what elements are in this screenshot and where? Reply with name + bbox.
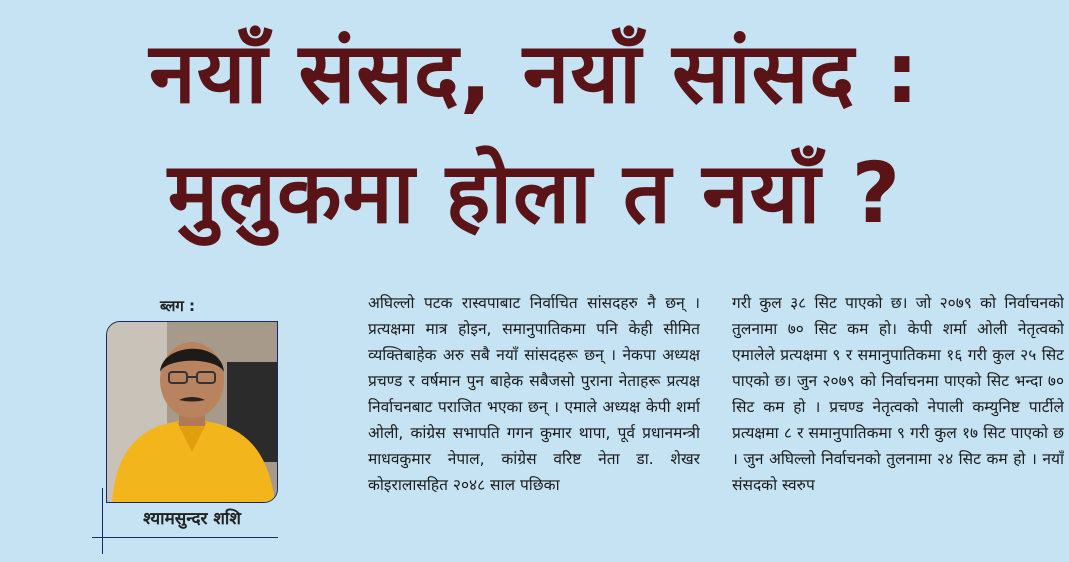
article-column-2: गरी कुल ३८ सिट पाएको छ। जो २०७९ को निर्वाचनको तुलनामा ७० सिट कम हो। केपी शर्मा ओली नेतृत्वको एमालेले प्रत्यक्षमा ९ र समानुपातिकमा १६ गरी कुल २५ सिट पाएको छ। जुन २०७९ को निर्वाचनमा पाएको सिट भन्दा ७० सिट कम हो । प्रचण्ड नेतृत्वको नेपाली कम्युनिष्ट पार्टीले प्रत्यक्षमा ८ र समानुपातिकमा ९ गरी कुल १७ सिट पाएको छ । जुन अघिल्लो निर्वाचनको तुलनामा २४ सिट कम हो । नयाँ संसदको स्वरुप [732, 294, 1064, 494]
divider [92, 537, 278, 538]
author-photo [106, 321, 278, 503]
author-name: श्यामसुन्दर शशि [143, 509, 241, 529]
headline-line-2: मुलुकमा होला त नयाँ ? [167, 144, 902, 242]
divider [102, 488, 103, 554]
blog-label: ब्लग : [160, 297, 196, 315]
headline-line-1: नयाँ संसद, नयाँ सांसद : [149, 24, 920, 122]
article-column-1: अघिल्लो पटक रास्वपाबाट निर्वाचित सांसदहरु नै छन् । प्रत्यक्षमा मात्र होइन, समानुपातिकमा पनि केही सीमित व्यक्तिबाहेक अरु सबै नयाँ सांसदहरू छन् । नेकपा अध्यक्ष प्रचण्ड र वर्षमान पुन बाहेक सबैजसो पुराना नेताहरू प्रत्यक्ष निर्वाचनबाट पराजित भएका छन् । एमाले अध्यक्ष केपी शर्मा ओली, कांग्रेस सभापति गगन कुमार थापा, पूर्व प्रधानमन्त्री माधवकुमार नेपाल, कांग्रेस वरिष्ट नेता डा. शेखर कोइरालासहित २०४८ साल पछिका [368, 294, 700, 494]
